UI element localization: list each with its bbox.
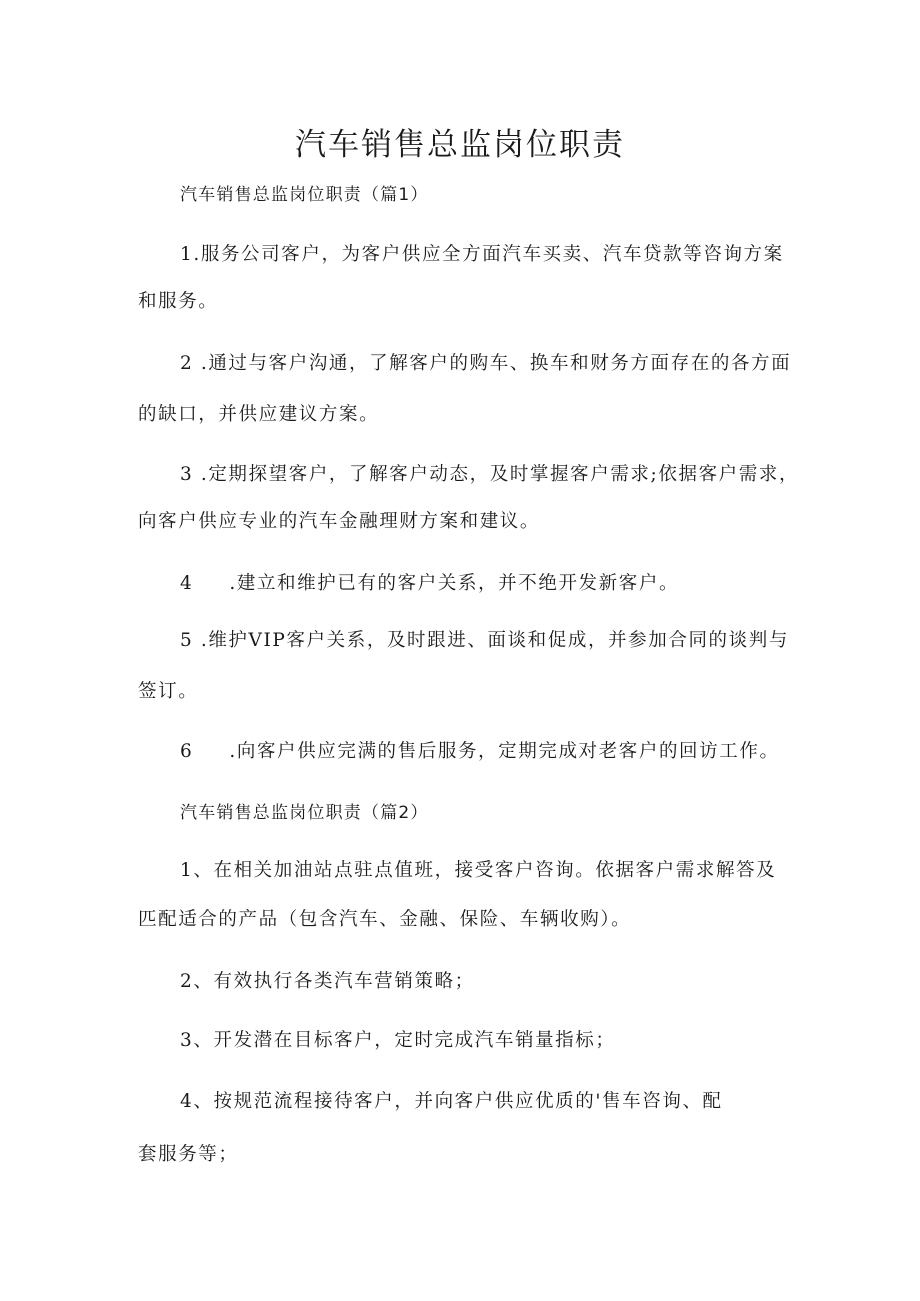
section1-item4-number: 4: [180, 573, 194, 594]
section1-item2-line1: 2 .通过与客户沟通，了解客户的购车、换车和财务方面存在的各方面: [180, 353, 792, 374]
section2-item4-line2: 套服务等；: [138, 1144, 239, 1165]
section1-heading: 汽车销售总监岗位职责（篇1）: [180, 185, 429, 205]
section1-item1-line2: 和服务。: [138, 291, 219, 312]
section2-heading: 汽车销售总监岗位职责（篇2）: [180, 803, 429, 823]
section2-item4-line1: 4、按规范流程接待客户，并向客户供应优质的'售车咨询、配: [180, 1091, 723, 1112]
section1-item4: [180, 570, 679, 598]
section2-item2: 2、有效执行各类汽车营销策略；: [180, 971, 475, 992]
section2-item1-line1: 1、在相关加油站点驻点值班，接受客户咨询。依据客户需求解答及: [180, 860, 777, 881]
section2-item1-line2: 匹配适合的产品（包含汽车、金融、保险、车辆收购）。: [138, 909, 632, 930]
section1-item2-line2: 的缺口，并供应建议方案。: [138, 404, 380, 425]
document-title: 汽车销售总监岗位职责: [295, 126, 625, 163]
section1-item5-line2: 签订。: [138, 681, 199, 702]
section2-item3: 3、开发潜在目标客户，定时完成汽车销量指标；: [180, 1030, 616, 1051]
section1-item6-number: 6: [180, 741, 194, 762]
section1-item3-line2: 向客户供应专业的汽车金融理财方案和建议。: [138, 511, 541, 532]
section1-item5-line1: 5 .维护VIP客户关系，及时跟进、面谈和促成，并参加合同的谈判与: [180, 630, 789, 651]
section1-item6: [180, 738, 780, 766]
section1-item4-text: .建立和维护已有的客户关系，并不绝开发新客户。: [229, 573, 680, 594]
section1-item6-text: .向客户供应完满的售后服务，定期完成对老客户的回访工作。: [229, 741, 780, 762]
section1-item1-line1: 1.服务公司客户，为客户供应全方面汽车买卖、汽车贷款等咨询方案: [180, 244, 784, 265]
section1-item3-line1: 3 .定期探望客户，了解客户动态，及时掌握客户需求;依据客户需求，: [180, 464, 800, 485]
